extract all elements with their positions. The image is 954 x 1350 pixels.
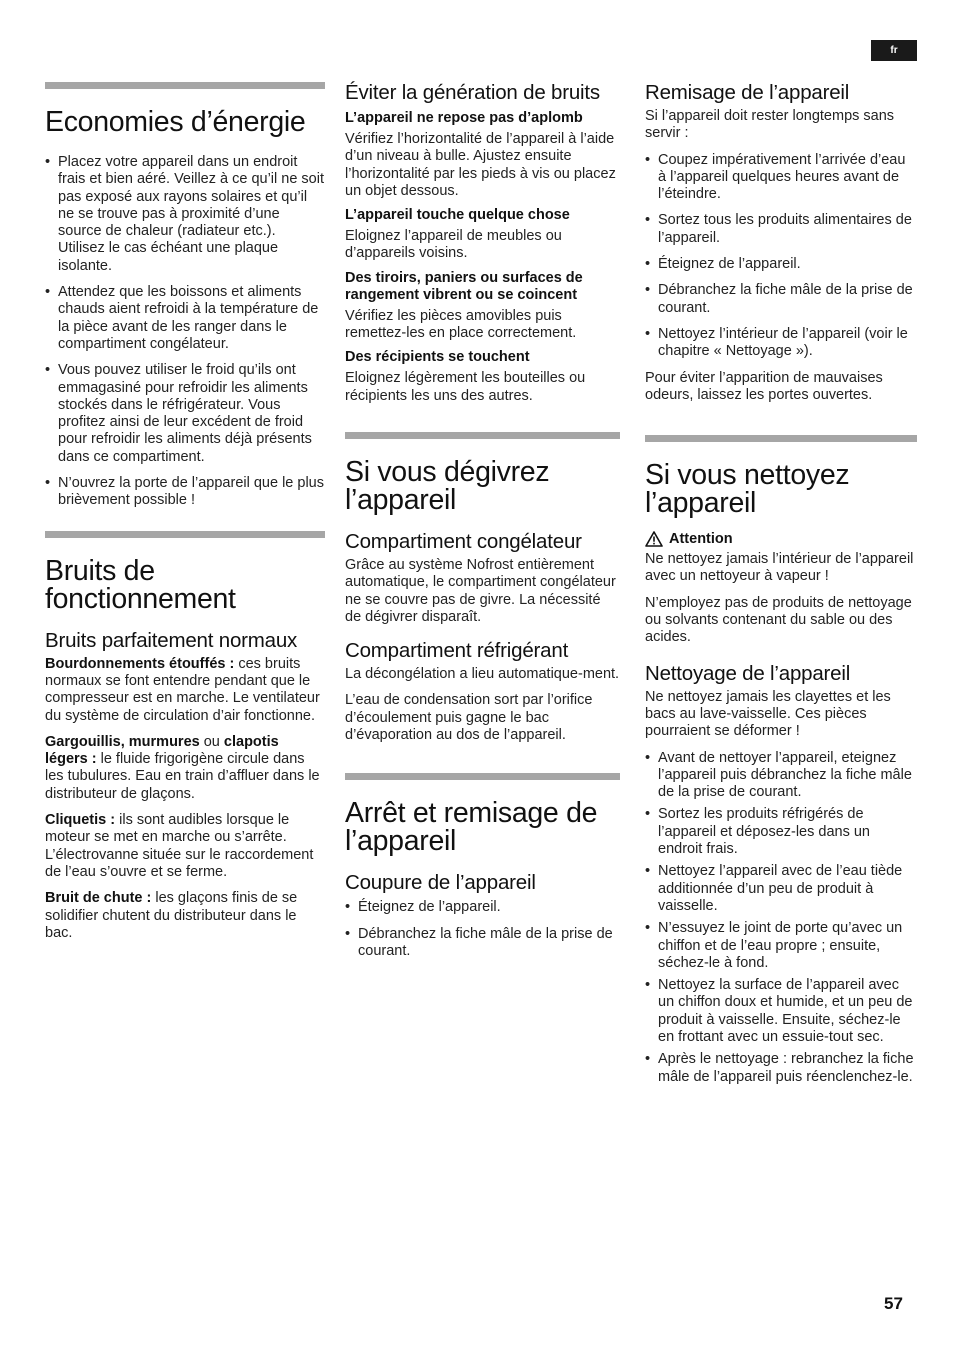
column-middle	[345, 82, 620, 969]
noise-paragraph: Bourdonnements étouffés : ces bruits normaux se font entendre pendant que le compresseur est en marche. Le ventilateur du système de circulation d’air fonctionne.	[45, 655, 320, 724]
term: Bourdonnements étouffés :	[45, 655, 235, 672]
noise-title: Bruits de fonctionnement	[45, 554, 236, 615]
warning-text: Ne nettoyez jamais l’intérieur de l’appareil avec un nettoyeur à vapeur !	[645, 551, 914, 585]
list-item: • Vous pouvez utiliser le froid qu’ils ont emmagasiné pour refroidir les aliments stockés dans le réfrigérateur. Vous profitez ainsi de leur excédent de froid pour refroidir les aliments déjà présents dans ce compartiment.	[45, 362, 325, 466]
noise-paragraph: Cliquetis : ils sont audibles lorsque le moteur se met en marche ou s’arrête. L’électrovanne située sur le raccordement de l’eau s’ouvre et se ferme.	[45, 812, 314, 880]
avoid-heading: L’appareil touche quelque chose	[345, 207, 570, 224]
cleaning-list	[645, 750, 917, 1086]
storage-title: Remisage de l’appareil	[645, 81, 850, 104]
page-number: 57	[884, 1294, 903, 1313]
warning-text: N’employez pas de produits de nettoyage ou solvants contenant du sable ou des acides.	[645, 594, 912, 646]
cleaning-title: Si vous nettoyez l’appareil	[645, 459, 850, 520]
avoid-noise-title: Éviter la génération de bruits	[345, 81, 600, 104]
noise-paragraph: Gargouillis, murmures ou clapotis légers : le fluide frigorigène circule dans les tubulures. Eau en train d’affluer dans le distributeur de glaçons.	[45, 733, 320, 802]
list-item: • Nettoyez la surface de l’appareil avec un chiffon doux et humide, et un peu de produit à vaisselle. Ensuite, séchez-le en frottant avec un essuie-tout sec.	[645, 977, 917, 1046]
noise-paragraph: Bruit de chute : les glaçons finis de se solidifier chutent du distributeur dans le bac.	[45, 890, 298, 941]
term: Gargouillis, murmures	[45, 733, 200, 750]
defrost-title: Si vous dégivrez l’appareil	[345, 455, 550, 516]
list-item: • Après le nettoyage : rebranchez la fiche mâle de l’appareil puis réenclenchez-le.	[645, 1051, 917, 1086]
avoid-text: Vérifiez les pièces amovibles puis remettez-les en place correctement.	[345, 307, 577, 342]
language-label: fr	[890, 45, 898, 56]
list-item: • Placez votre appareil dans un endroit frais et bien aéré. Veillez à ce qu’il ne soit pas exposé aux rayons solaires et qu’il ne se trouve pas à proximité d’une source de chaleur (radiateur etc.). Utilisez le cas échéant une plaque isolante.	[45, 154, 325, 275]
list-item: • Sortez tous les produits alimentaires de l’appareil.	[645, 212, 917, 247]
column-left	[45, 82, 325, 942]
avoid-text: Eloignez légèrement les bouteilles ou récipients les uns des autres.	[345, 370, 586, 404]
warning-triangle-icon	[645, 531, 663, 547]
freezer-subtitle: Compartiment congélateur	[345, 529, 582, 553]
list-item: • Éteignez de l’appareil.	[645, 256, 917, 273]
avoid-heading: L’appareil ne repose pas d’aplomb	[345, 110, 583, 126]
cleaning-intro: Ne nettoyez jamais les clayettes et les bacs au lave-vaisselle. Ces pièces pourraient se déformer !	[645, 688, 891, 740]
shutdown-list	[345, 899, 620, 960]
freezer-text: Grâce au système Nofrost entièrement automatique, le compartiment congélateur ne se couvre pas de givre. La nécessité de dégivrer disparaît.	[345, 556, 616, 625]
term: Cliquetis :	[45, 812, 116, 829]
list-item: • Sortez les produits réfrigérés de l’appareil et déposez-les dans un endroit frais.	[645, 806, 917, 858]
stop-title: Arrêt et remisage de l’appareil	[345, 797, 598, 858]
list-item: • Débranchez la fiche mâle de la prise de courant.	[645, 282, 917, 317]
avoid-heading: Des récipients se touchent	[345, 349, 530, 366]
fridge-subtitle: Compartiment réfrigérant	[345, 639, 569, 663]
list-item: • Nettoyez l’appareil avec de l’eau tiède additionnée d’un peu de produit à vaisselle.	[645, 863, 917, 915]
attention-label: Attention	[669, 531, 733, 548]
list-item: • Attendez que les boissons et aliments chauds aient refroidi à la température de la pièce avant de les ranger dans le compartiment congélateur.	[45, 284, 325, 353]
cleaning-subtitle: Nettoyage de l’appareil	[645, 661, 851, 685]
list-item: • Débranchez la fiche mâle de la prise de courant.	[345, 926, 620, 961]
section-rule	[645, 435, 917, 442]
list-item: • N’essuyez le joint de porte qu’avec un chiffon et de l’eau propre ; ensuite, séchez-le à fond.	[645, 920, 917, 972]
section-rule	[45, 82, 325, 89]
column-right	[645, 82, 917, 1091]
list-item: • Avant de nettoyer l’appareil, eteignez l’appareil puis débranchez la fiche mâle de la prise de courant.	[645, 750, 917, 802]
list-item: • Éteignez de l’appareil.	[345, 899, 620, 916]
term: clapotis légers :	[45, 733, 279, 768]
section-rule	[345, 773, 620, 780]
term: Bruit de chute :	[45, 890, 152, 907]
fridge-text: La décongélation a lieu automatique-ment.	[345, 666, 620, 683]
storage-outro: Pour éviter l’apparition de mauvaises odeurs, laissez les portes ouvertes.	[645, 369, 883, 403]
list-item: • Coupez impérativement l’arrivée d’eau à l’appareil quelques heures avant de l’éteindre.	[645, 152, 917, 204]
storage-intro: Si l’appareil doit rester longtemps sans servir :	[645, 108, 895, 142]
noise-subtitle: Bruits parfaitement normaux	[45, 628, 298, 652]
energy-list	[45, 154, 325, 510]
language-badge	[871, 40, 917, 61]
shutdown-subtitle: Coupure de l’appareil	[345, 871, 536, 895]
list-item: • Nettoyez l’intérieur de l’appareil (voir le chapitre « Nettoyage »).	[645, 326, 917, 361]
section-rule	[45, 531, 325, 538]
storage-list	[645, 152, 917, 361]
avoid-heading: Des tiroirs, paniers ou surfaces de rangement vibrent ou se coincent	[345, 269, 583, 303]
attention-notice	[645, 531, 917, 547]
section-rule	[345, 432, 620, 439]
avoid-text: Vérifiez l’horizontalité de l’appareil à l’aide d’un niveau à bulle. Ajustez ensuite l’horizontalité par les pieds à vis ou placez un objet dessous.	[345, 131, 616, 199]
avoid-text: Eloignez l’appareil de meubles ou d’appareils voisins.	[345, 228, 562, 262]
list-item: • N’ouvrez la porte de l’appareil que le plus brièvement possible !	[45, 475, 325, 510]
energy-title: Economies d’énergie	[45, 106, 306, 138]
fridge-text: L’eau de condensation sort par l’orifice d’écoulement puis gagne le bac d’évaporation au dos de l’appareil.	[345, 692, 593, 744]
